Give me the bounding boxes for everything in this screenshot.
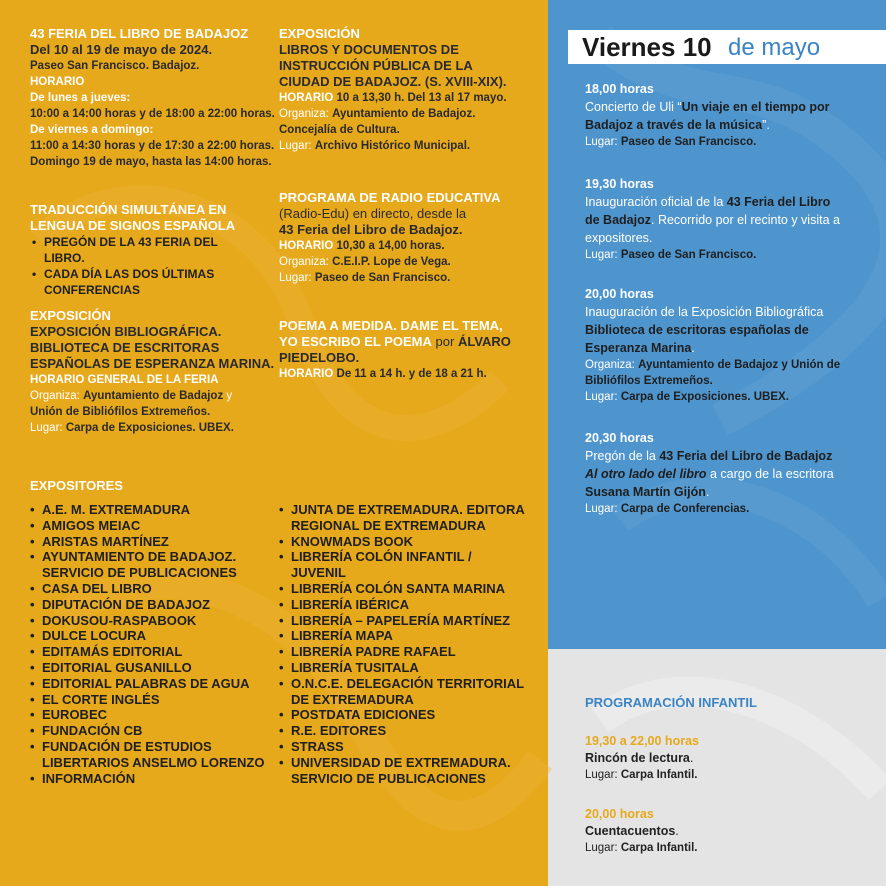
event-desc: . (705, 485, 710, 499)
event-time: 20,30 horas (585, 431, 654, 445)
lugar-value: Carpa Infantil. (620, 769, 698, 781)
exhibitor-item: • LIBRERÍA COLÓN INFANTIL / JUVENIL (279, 549, 529, 581)
exhibitor-item: • LIBRERÍA IBÉRICA (279, 597, 529, 613)
lugar-label: Lugar: (585, 249, 618, 261)
exhibitors-list-1 (30, 502, 270, 786)
exhibitor-item: • FUNDACIÓN CB (30, 723, 270, 739)
exhibitor-item: • INFORMACIÓN (30, 771, 270, 787)
list-item: • PREGÓN DE LA 43 FERIA DEL LIBRO. (32, 234, 252, 266)
horario-label: HORARIO (279, 368, 334, 380)
exhibitor-item: • R.E. EDITORES (279, 723, 529, 739)
exhibitor-item: • KNOWMADS BOOK (279, 534, 529, 550)
fair-place: Paseo San Francisco. Badajoz. (30, 60, 200, 72)
lugar-label: Lugar: (585, 136, 618, 148)
exhibitor-item: • LIBRERÍA TUSITALA (279, 660, 529, 676)
exhibitor-item: • UNIVERSIDAD DE EXTREMADURA. SERVICIO DE PUBLICACIONES (279, 755, 529, 787)
event-time: 18,00 horas (585, 82, 654, 96)
radio-program (279, 190, 500, 286)
exhibition-label: EXPOSICIÓN (30, 308, 111, 323)
exhibitor-item: • JUNTA DE EXTREMADURA. EDITORA REGIONAL DE EXTREMADURA (279, 502, 529, 534)
horario-label: HORARIO (279, 92, 334, 104)
exhibitor-item: • LIBRERÍA COLÓN SANTA MARINA (279, 581, 529, 597)
event-time: 20,00 horas (585, 807, 654, 821)
lugar-label: Lugar: (30, 422, 63, 434)
exhibitor-item: • EUROBEC (30, 707, 270, 723)
lugar-value: Carpa de Exposiciones. UBEX. (65, 422, 234, 434)
exhibitor-item: • O.N.C.E. DELEGACIÓN TERRITORIAL DE EXTREMADURA (279, 676, 529, 708)
event-desc: . Recorrido por el recinto y visita a (651, 213, 840, 227)
exhibition-instruccion (279, 26, 507, 154)
exhibitor-item: • DOKUSOU-RASPABOOK (30, 613, 270, 629)
event-time: 19,30 horas (585, 177, 654, 191)
exhibitor-item: • A.E. M. EXTREMADURA (30, 502, 270, 518)
horario-label: HORARIO (279, 240, 334, 252)
event-name-end: . (675, 824, 679, 838)
exhibition-title-3: CIUDAD DE BADAJOZ. (S. XVIII-XIX). (279, 74, 507, 89)
lugar-value: Paseo de San Francisco. (620, 136, 757, 148)
organiza-value-2: Concejalía de Cultura. (279, 124, 400, 136)
exhibitor-item: • EDITAMÁS EDITORIAL (30, 644, 270, 660)
organiza-label: Organiza: (279, 256, 329, 268)
exhibition-title-1: LIBROS Y DOCUMENTOS DE (279, 42, 459, 57)
exhibition-horario: HORARIO GENERAL DE LA FERIA (30, 374, 219, 386)
exhibitor-item: • EL CORTE INGLÉS (30, 692, 270, 708)
event-name: Cuentacuentos (585, 824, 676, 838)
exhibitors-list-2 (279, 502, 529, 786)
fair-dates: Del 10 al 19 de mayo de 2024. (30, 42, 213, 57)
exhibitor-item: • LIBRERÍA PADRE RAFAEL (279, 644, 529, 660)
event-time: 20,00 horas (585, 287, 654, 301)
exhibition-title-2: INSTRUCCIÓN PÚBLICA DE LA (279, 58, 473, 73)
horario-value: 10 a 13,30 h. Del 13 al 17 mayo. (336, 92, 507, 104)
radio-title-1: PROGRAMA DE RADIO EDUCATIVA (279, 190, 501, 205)
event-desc: Pregón de la (585, 449, 660, 463)
lugar-label: Lugar: (279, 272, 312, 284)
weekend-hours: 11:00 a 14:30 horas y de 17:30 a 22:00 horas. (30, 140, 275, 152)
lugar-label: Lugar: (585, 769, 618, 781)
exhibitor-item: • DULCE LOCURA (30, 628, 270, 644)
event-highlight: de Badajoz (585, 213, 651, 227)
exhibitor-item: • EDITORIAL GUSANILLO (30, 660, 270, 676)
event-desc: Concierto de Uli “ (585, 100, 682, 114)
organiza-value: Ayuntamiento de Badajoz (83, 390, 224, 402)
lugar-label: Lugar: (279, 140, 312, 152)
weekday-label: De lunes a jueves: (30, 92, 131, 104)
lugar-value: Paseo de San Francisco. (620, 249, 757, 261)
exhibition-bibliografica (30, 308, 274, 436)
event-1 (585, 80, 875, 150)
exhibitor-item: • ARISTAS MARTÍNEZ (30, 534, 270, 550)
lugar-value: Carpa de Exposiciones. UBEX. (620, 391, 789, 403)
radio-title-3: 43 Feria del Libro de Badajoz. (279, 222, 463, 237)
exhibition-title-1: EXPOSICIÓN BIBLIOGRÁFICA. (30, 324, 222, 339)
day-banner (568, 30, 886, 64)
organiza-and: y (226, 390, 233, 402)
weekend-label: De viernes a domingo: (30, 124, 154, 136)
horario-value: 10,30 a 14,00 horas. (336, 240, 445, 252)
organiza-value: Ayuntamiento de Badajoz. (332, 108, 476, 120)
event-highlight: Esperanza Marina (585, 341, 692, 355)
children-program-title: PROGRAMACIÓN INFANTIL (585, 695, 757, 710)
exhibitor-item: • STRASS (279, 739, 529, 755)
poem-title-3: PIEDELOBO. (279, 350, 360, 365)
event-desc: Inauguración de la Exposición Bibliográfica (585, 305, 824, 319)
poem-activity (279, 318, 511, 382)
event-2 (585, 175, 875, 263)
event-name-end: . (689, 751, 694, 765)
fair-title: 43 FERIA DEL LIBRO DE BADAJOZ (30, 26, 249, 41)
radio-title-2: (Radio-Edu) en directo, desde la (279, 206, 467, 221)
exhibitor-item: • POSTDATA EDICIONES (279, 707, 529, 723)
weekday-hours: 10:00 a 14:00 horas y de 18:00 a 22:00 horas. (30, 108, 275, 120)
event-desc: ”. (762, 118, 770, 132)
lugar-label: Lugar: (585, 391, 618, 403)
exhibitor-item: • FUNDACIÓN DE ESTUDIOS LIBERTARIOS ANSELMO LORENZO (30, 739, 270, 771)
lugar-value: Carpa Infantil. (620, 842, 698, 854)
poem-author: ÁLVARO (457, 334, 511, 349)
sunday-hours: Domingo 19 de mayo, hasta las 14:00 horas. (30, 156, 272, 168)
event-4 (585, 429, 875, 517)
exhibitors-title-block (30, 478, 123, 494)
sign-title-2: LENGUA DE SIGNOS ESPAÑOLA (30, 218, 236, 233)
event-time: 19,30 a 22,00 horas (585, 734, 699, 748)
lugar-label: Lugar: (585, 503, 618, 515)
children-event-1 (585, 733, 875, 784)
fair-info (30, 26, 275, 170)
poem-title-2a: YO ESCRIBO EL POEMA (279, 334, 432, 349)
event-3 (585, 285, 875, 405)
organiza-value: Ayuntamiento de Badajoz y Unión de (638, 359, 841, 371)
exhibitor-item: • CASA DEL LIBRO (30, 581, 270, 597)
horario-value: De 11 a 14 h. y de 18 a 21 h. (336, 368, 487, 380)
organiza-value-2: Bibliófilos Extremeños. (585, 375, 713, 387)
exhibitor-item: • DIPUTACIÓN DE BADAJOZ (30, 597, 270, 613)
exhibitor-item: • AMIGOS MEIAC (30, 518, 270, 534)
exhibition-title-3: ESPAÑOLAS DE ESPERANZA MARINA. (30, 356, 275, 371)
lugar-value: Paseo de San Francisco. (314, 272, 451, 284)
event-name: Rincón de lectura (585, 751, 690, 765)
organiza-label: Organiza: (30, 390, 80, 402)
exhibitor-item: • LIBRERÍA – PAPELERÍA MARTÍNEZ (279, 613, 529, 629)
fair-horario-label: HORARIO (30, 76, 85, 88)
day-month: de mayo (728, 34, 821, 61)
event-highlight: 43 Feria del Libro de Badajoz (659, 449, 833, 463)
day-name: Viernes 10 (582, 32, 712, 62)
event-book-title: Al otro lado del libro (585, 467, 707, 481)
event-desc: a cargo de la escritora (706, 467, 834, 481)
exhibitor-item: • LIBRERÍA MAPA (279, 628, 529, 644)
sign-title-1: TRADUCCIÓN SIMULTÁNEA EN (30, 202, 227, 217)
exhibition-label: EXPOSICIÓN (279, 26, 360, 41)
event-highlight: Susana Martín Gijón (585, 485, 706, 499)
children-event-2 (585, 806, 875, 857)
organiza-label: Organiza: (585, 359, 635, 371)
event-highlight: Badajoz a través de la música (585, 118, 763, 132)
exhibition-title-2: BIBLIOTECA DE ESCRITORAS (30, 340, 220, 355)
organiza-value: C.E.I.P. Lope de Vega. (332, 256, 451, 268)
list-item: • CADA DÍA LAS DOS ÚLTIMAS CONFERENCIAS (32, 266, 252, 298)
exhibitor-item: • EDITORIAL PALABRAS DE AGUA (30, 676, 270, 692)
sign-language-section (30, 202, 252, 298)
organiza-label: Organiza: (279, 108, 329, 120)
exhibitor-item: • AYUNTAMIENTO DE BADAJOZ. SERVICIO DE PUBLICACIONES (30, 549, 270, 581)
event-highlight: 43 Feria del Libro (726, 195, 831, 209)
poem-title-2b: por (435, 334, 455, 349)
lugar-value: Archivo Histórico Municipal. (314, 140, 471, 152)
exhibitors-title: EXPOSITORES (30, 478, 123, 493)
lugar-label: Lugar: (585, 842, 618, 854)
event-desc: Inauguración oficial de la (585, 195, 727, 209)
event-desc: expositores. (585, 231, 653, 245)
organiza-value-2: Unión de Bibliófilos Extremeños. (30, 406, 211, 418)
event-highlight: Un viaje en el tiempo por (681, 100, 830, 114)
poem-title-1: POEMA A MEDIDA. DAME EL TEMA, (279, 318, 503, 333)
lugar-value: Carpa de Conferencias. (620, 503, 750, 515)
event-highlight: Biblioteca de escritoras españolas de (585, 323, 809, 337)
event-desc: . (691, 341, 695, 355)
